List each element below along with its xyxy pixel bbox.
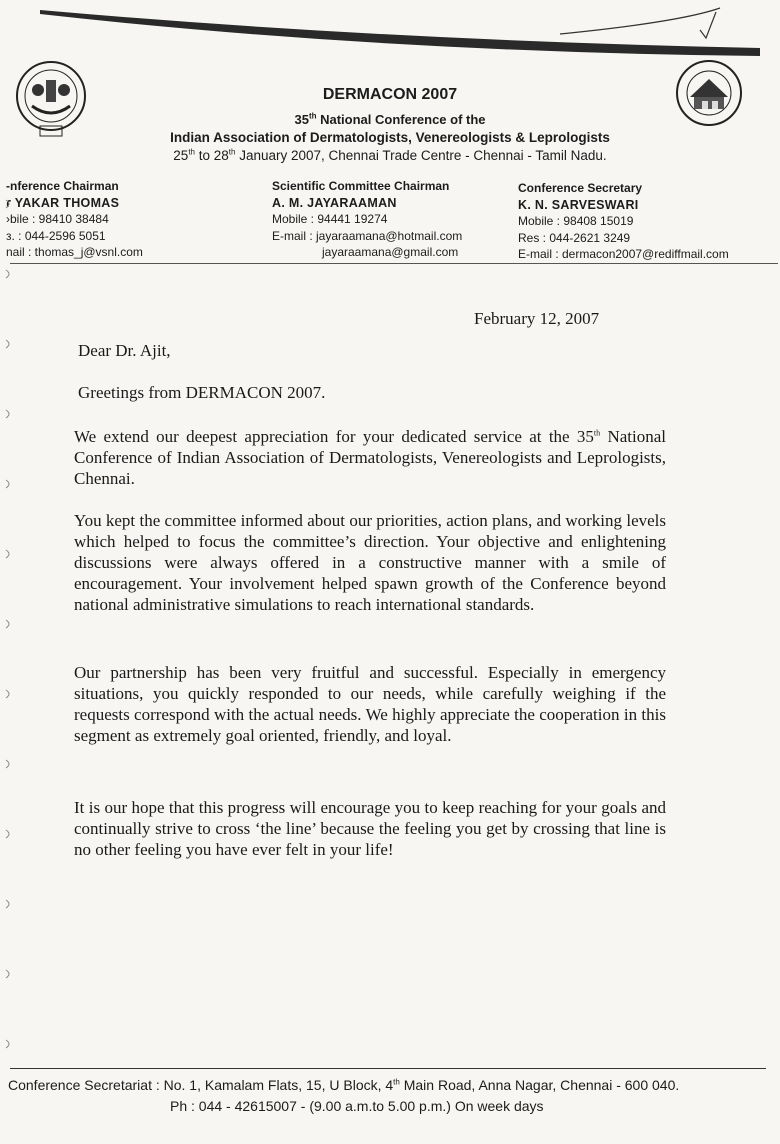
secretary-email: E-mail : dermacon2007@rediffmail.com [518,247,729,261]
footer-divider [10,1068,766,1069]
scientific-role: Scientific Committee Chairman [272,179,450,193]
letter-date: February 12, 2007 [474,309,600,328]
chairman-name: ɾ YAKAR THOMAS [6,195,120,210]
header-divider [10,263,778,264]
footer-phone: Ph : 044 - 42615007 - (9.00 a.m.to 5.00 p.m.) On week days [170,1098,544,1114]
chairman-role: -nference Chairman [6,179,119,193]
binding-marks [2,180,18,1060]
conference-title: DERMACON 2007 [322,86,458,103]
scientific-mobile: Mobile : 94441 19274 [272,212,388,226]
paragraph-partnership: Our partnership has been very fruitful and successful. Especially in emergency situations, you quickly responded to our needs, while carefully weighing if the requests correspond with the actual needs. We highly appreciate the cooperation in this segment as extremely goal oriented, friendly, and loyal. [74,663,666,745]
chairman-email: nail : thomas_j@vsnl.com [6,245,143,259]
chairman-mobile: ›bile : 98410 38484 [6,212,109,226]
paragraph-appreciation: We extend our deepest appreciation for your dedicated service at the 35th National Conference of Indian Association of Dermatologists, Venereologists and Leprologists, Chennai. [74,427,666,488]
conference-subtitle: 35th National Conference of the [294,111,486,127]
salutation: Dear Dr. Ajit, [78,341,171,360]
secretary-contact [518,180,729,263]
paragraph-committee: You kept the committee informed about our priorities, action plans, and working levels which helped to focus the committee’s direction. Your objective and enlightening discussions were always offered in a constructive manner with a smile of encouragement. Your involvement helped spawn growth of the Conference beyond national administrative simulations to reach international standards. [74,511,666,614]
scientific-name: A. M. JAYARAAMAN [272,195,397,210]
secretary-phone: Res : 044-2621 3249 [518,230,631,245]
scientific-email: E-mail : jayaraamana@hotmail.com [272,228,463,243]
scientific-email-alt: jayaraamana@gmail.com [322,245,459,259]
greeting: Greetings from DERMACON 2007. [78,383,326,402]
association-name: Indian Association of Dermatologists, Venereologists & Leprologists [170,130,610,145]
footer-address: Conference Secretariat : No. 1, Kamalam Flats, 15, U Block, 4th Main Road, Anna Nagar, Chennai - 600 040. [8,1077,680,1093]
conference-dates: 25th to 28th January 2007, Chennai Trade Centre - Chennai - Tamil Nadu. [173,147,607,163]
chairman-phone: з. : 044-2596 5051 [6,228,106,243]
secretary-role: Conference Secretary [518,181,643,195]
chairman-contact [6,178,143,261]
secretary-mobile: Mobile : 98408 15019 [518,214,634,228]
scientific-chairman-contact [272,178,462,261]
paragraph-hope: It is our hope that this progress will encourage you to keep reaching for your goals and continually strive to cross ‘the line’ because the feeling you get by crossing that line is no other feeling you have ever felt in your life! [74,798,666,859]
check-mark-icon [700,12,716,38]
header-swoosh [0,0,780,100]
secretary-name: K. N. SARVESWARI [518,197,639,212]
